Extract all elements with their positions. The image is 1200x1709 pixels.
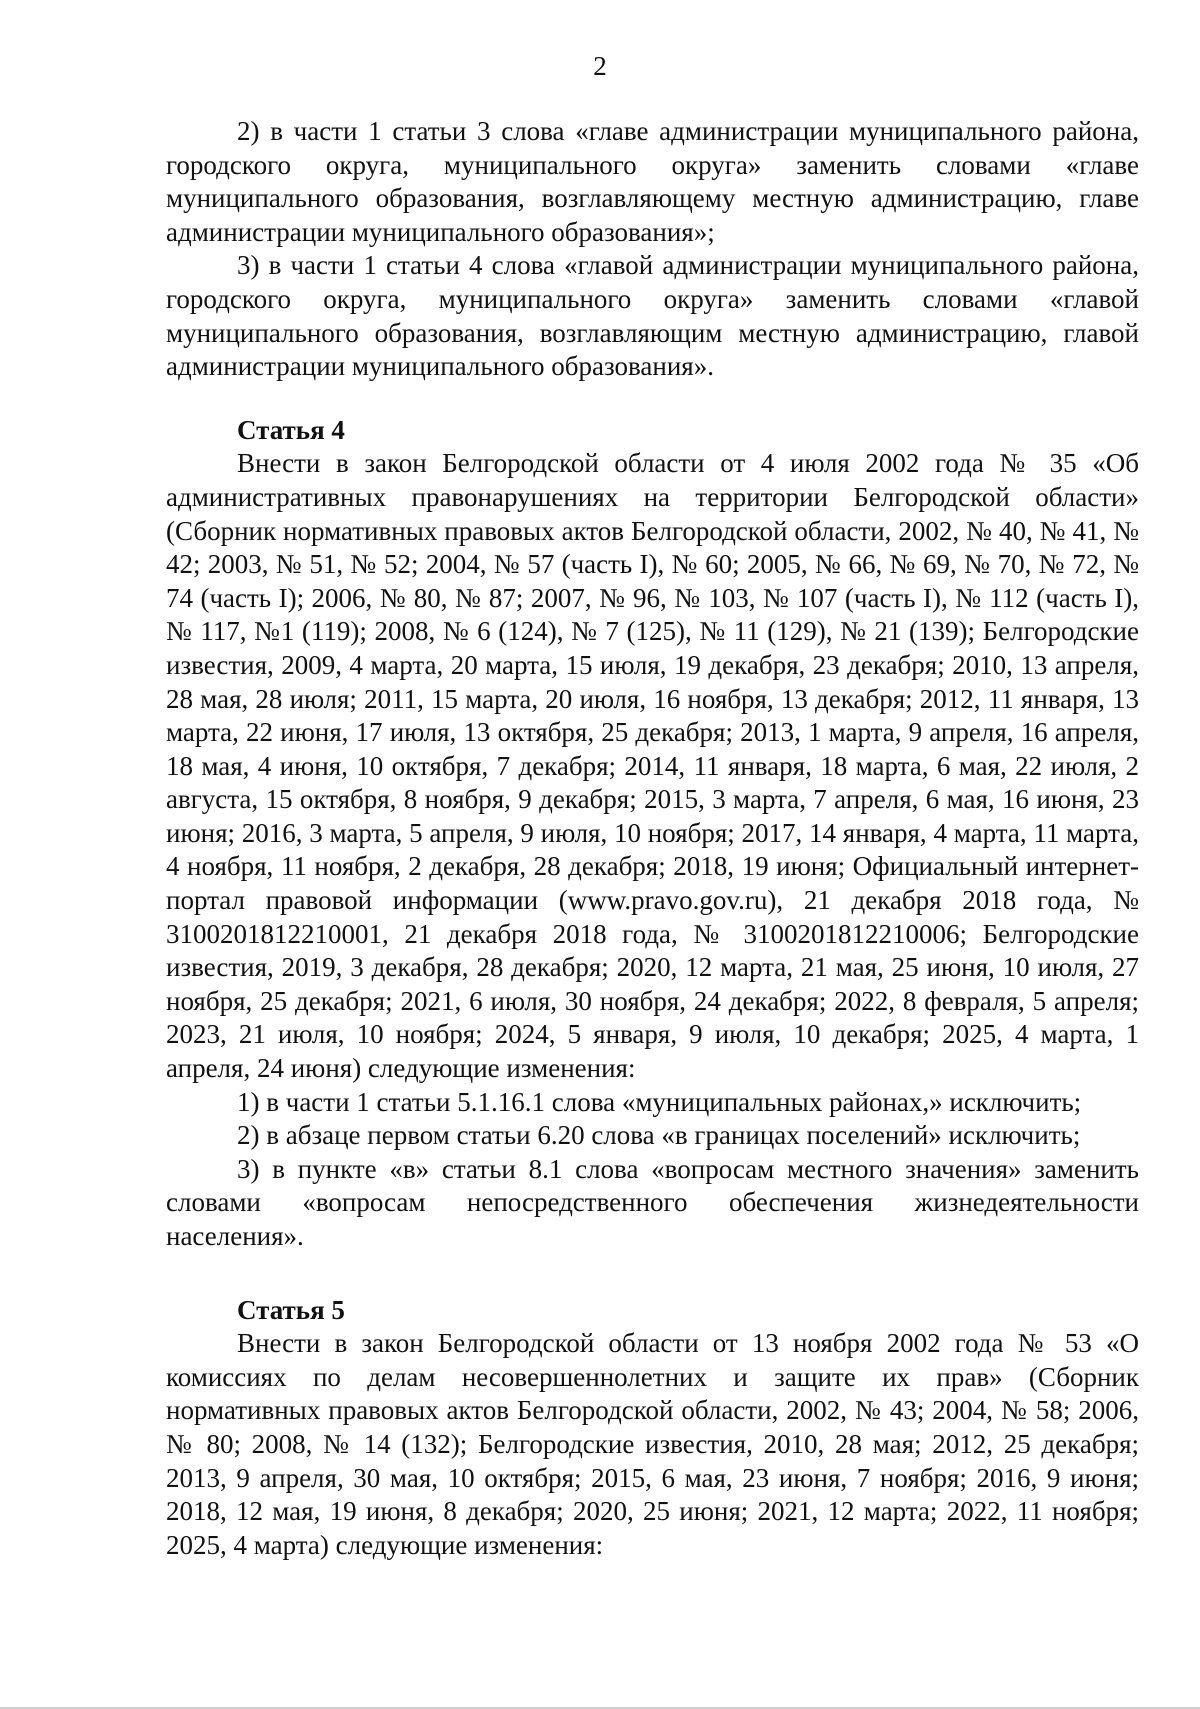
article-4-item-3: 3) в пункте «в» статьи 8.1 слова «вопросам местного значения» заменить словами «вопросам непосредственного обеспечения жизнедеятельности населения». [166,1153,1139,1251]
page-number: 2 [593,51,607,81]
document-body [166,115,1139,1562]
article-4-item-1: 1) в части 1 статьи 5.1.16.1 слова «муниципальных районах,» исключить; [237,1086,1082,1117]
article-4-heading: Статья 4 [237,414,345,445]
paragraph-item-2: 2) в части 1 статьи 3 слова «главе администрации муниципального района, городского округа, муниципального округа» заменить словами «главе муниципального образования, возглавляющему местную администрацию, главе администрации муниципального образования»; [166,116,1139,247]
article-4-item-2: 2) в абзаце первом статьи 6.20 слова «в границах поселений» исключить; [237,1120,1081,1151]
article-5-intro: Внести в закон Белгородской области от 13 ноября 2002 года № 53 «О комиссиях по делам несовершеннолетних и защите их прав» (Сборник нормативных правовых актов Белгородской области, 2002, № 43; 2004, № 58; 2006, № 80; 2008, № 14 (132); Белгородские известия, 2010, 28 мая; 2012, 25 декабря; 2013, 9 апреля, 30 мая, 10 октября; 2015, 6 мая, 23 июня, 7 ноября; 2016, 9 июня; 2018, 12 мая, 19 июня, 8 декабря; 2020, 25 июня; 2021, 12 марта; 2022, 11 ноября; 2025, 4 марта) следующие изменения: [166,1328,1139,1560]
article-4-intro: Внести в закон Белгородской области от 4 июля 2002 года № 35 «Об административных правонарушениях на территории Белгородской области» (Сборник нормативных правовых актов Белгородской области, 2002, № 40, № 41, № 42; 2003, № 51, № 52; 2004, № 57 (часть I), № 60; 2005, № 66, № 69, № 70, № 72, № 74 (часть I); 2006, № 80, № 87; 2007, № 96, № 103, № 107 (часть I), № 112 (часть I), № 117, №1 (119); 2008, № 6 (124), № 7 (125), № 11 (129), № 21 (139); Белгородские известия, 2009, 4 марта, 20 марта, 15 июля, 19 декабря, 23 декабря; 2010, 13 апреля, 28 мая, 28 июля; 2011, 15 марта, 20 июля, 16 ноября, 13 декабря; 2012, 11 января, 13 марта, 22 июня, 17 июля, 13 октября, 25 декабря; 2013, 1 марта, 9 апреля, 16 апреля, 18 мая, 4 июня, 10 октября, 7 декабря; 2014, 11 января, 18 марта, 6 мая, 22 июля, 2 августа, 15 октября, 8 ноября, 9 декабря; 2015, 3 марта, 7 апреля, 6 мая, 16 июня, 23 июня; 2016, 3 марта, 5 апреля, 9 июля, 10 ноября; 2017, 14 января, 4 марта, 11 марта, 4 ноября, 11 ноября, 2 декабря, 28 декабря; 2018, 19 июня; Официальный интернет-портал правовой информации (www.pravo.gov.ru), 21 декабря 2018 года, № 3100201812210001, 21 декабря 2018 года, № 3100201812210006; Белгородские известия, 2019, 3 декабря, 28 декабря; 2020, 12 марта, 21 мая, 25 июня, 10 июля, 27 ноября, 25 декабря; 2021, 6 июля, 30 ноября, 24 декабря; 2022, 8 февраля, 5 апреля; 2023, 21 июля, 10 ноября; 2024, 5 января, 9 июля, 10 декабря; 2025, 4 марта, 1 апреля, 24 июня) следующие изменения: [166,448,1139,1084]
article-5-heading: Статья 5 [237,1294,345,1325]
paragraph-item-3: 3) в части 1 статьи 4 слова «главой администрации муниципального района, городского округа, муниципального округа» заменить словами «главой муниципального образования, возглавляющим местную администрацию, главой администрации муниципального образования». [166,250,1139,382]
